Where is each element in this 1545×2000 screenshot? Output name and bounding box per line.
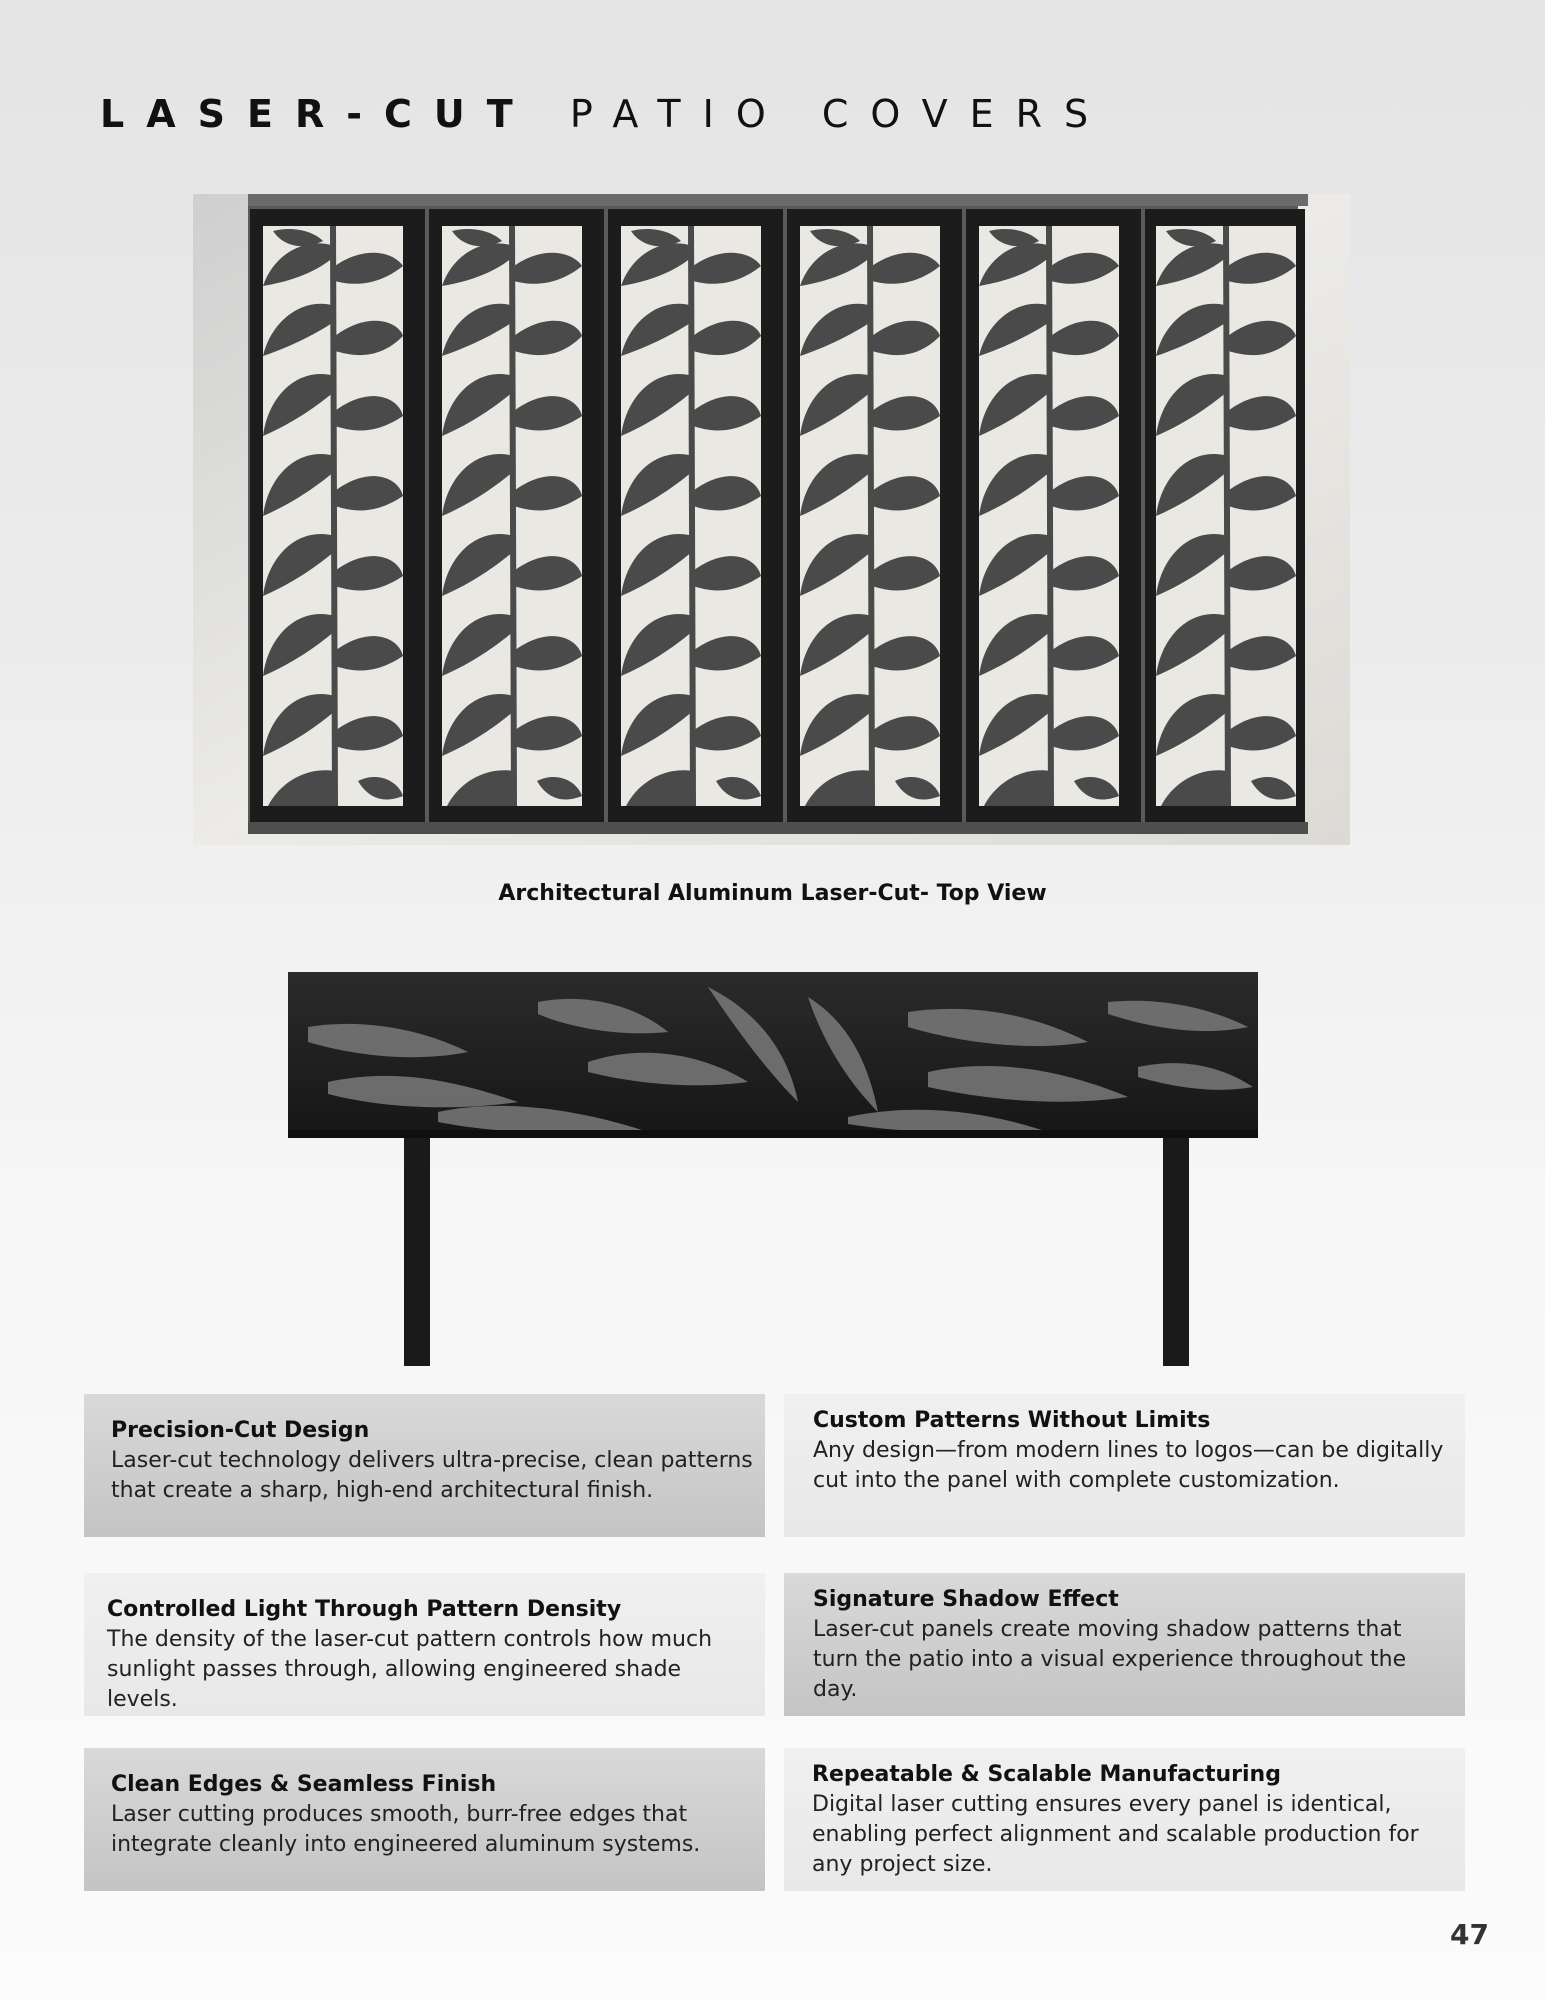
panel-2 — [429, 209, 604, 829]
feature-card-repeatable — [784, 1748, 1465, 1891]
feature-text: Digital laser cutting ensures every panel is identical, enabling perfect alignment and scalable production for any project size. — [812, 1792, 1419, 1877]
feature-title: Custom Patterns Without Limits — [813, 1408, 1211, 1433]
feature-title: Repeatable & Scalable Manufacturing — [812, 1762, 1281, 1787]
top-view-image — [193, 194, 1350, 845]
feature-title: Controlled Light Through Pattern Density — [107, 1597, 622, 1622]
page-title — [100, 92, 1110, 136]
panel-1 — [250, 209, 425, 829]
page-number: 47 — [1450, 1918, 1489, 1951]
panel-3 — [608, 209, 783, 829]
feature-card-clean-edges — [84, 1748, 765, 1891]
side-view-image — [288, 972, 1258, 1366]
feature-card-custom-patterns — [784, 1394, 1465, 1537]
title-light: PATIO COVERS — [569, 92, 1111, 136]
feature-card-controlled-light — [84, 1573, 765, 1716]
top-view-illustration — [193, 194, 1350, 845]
feature-title: Signature Shadow Effect — [813, 1587, 1119, 1612]
right-post — [1163, 1138, 1189, 1366]
feature-card-precision-cut — [84, 1394, 765, 1537]
feature-text: Any design—from modern lines to logos—can be digitally cut into the panel with complete customization. — [813, 1438, 1444, 1493]
feature-title: Clean Edges & Seamless Finish — [111, 1772, 497, 1797]
feature-title: Precision-Cut Design — [111, 1418, 370, 1443]
feature-text: Laser-cut panels create moving shadow patterns that turn the patio into a visual experience throughout the day. — [813, 1617, 1407, 1702]
side-view-illustration — [288, 972, 1258, 1366]
panel-5 — [966, 209, 1141, 829]
title-bold: LASER-CUT — [100, 92, 535, 136]
feature-text: Laser cutting produces smooth, burr-free edges that integrate cleanly into engineered aluminum systems. — [111, 1802, 701, 1857]
panel-6 — [1145, 209, 1305, 829]
feature-text: The density of the laser-cut pattern controls how much sunlight passes through, allowing engineered shade levels. — [107, 1627, 713, 1712]
feature-text: Laser-cut technology delivers ultra-precise, clean patterns that create a sharp, high-end architectural finish. — [111, 1448, 753, 1503]
panel-4 — [787, 209, 962, 829]
feature-card-shadow-effect — [784, 1573, 1465, 1716]
image-caption: Architectural Aluminum Laser-Cut- Top View — [498, 881, 1047, 906]
left-post — [404, 1138, 430, 1366]
